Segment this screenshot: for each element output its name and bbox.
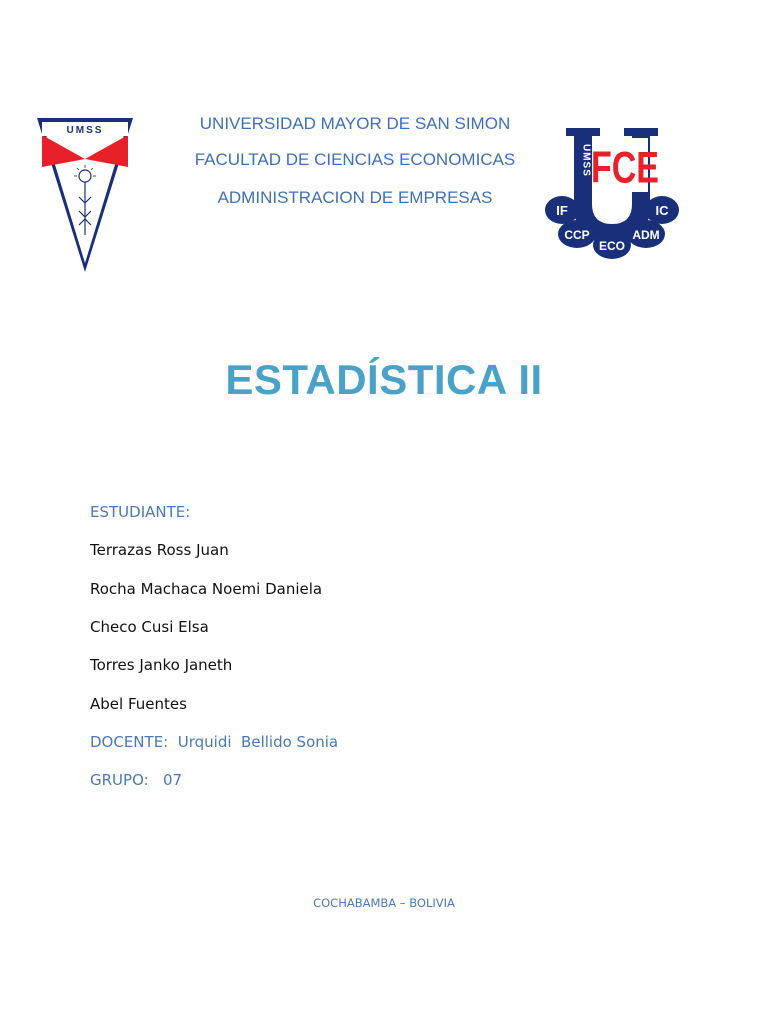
umss-logo <box>34 115 136 275</box>
umss-logo-text: UMSS <box>66 125 104 136</box>
fce-label-if: IF <box>556 203 568 218</box>
program-name: ADMINISTRACION DE EMPRESAS <box>217 188 493 207</box>
fce-logo-umss-text: UMSS <box>580 144 592 177</box>
university-name: UNIVERSIDAD MAYOR DE SAN SIMON <box>199 114 511 133</box>
grupo-line: GRUPO: 07 <box>90 771 183 789</box>
student-name: Torres Janko Janeth <box>90 656 233 674</box>
fce-logo <box>542 124 682 262</box>
fce-logo-fce-text: FCE <box>591 143 659 193</box>
student-name: Abel Fuentes <box>90 695 187 713</box>
student-name: Rocha Machaca Noemi Daniela <box>90 580 323 598</box>
fce-label-eco: ECO <box>598 239 626 253</box>
fce-label-ccp: CCP <box>564 228 590 242</box>
fce-label-ic: IC <box>655 203 669 218</box>
students-label: ESTUDIANTE: <box>90 503 191 521</box>
docente-line: DOCENTE: Urquidi Bellido Sonia <box>90 733 339 751</box>
faculty-name: FACULTAD DE CIENCIAS ECONOMICAS <box>194 150 516 169</box>
student-name: Checo Cusi Elsa <box>90 618 209 636</box>
fce-label-adm: ADM <box>632 228 660 242</box>
footer-location: COCHABAMBA – BOLIVIA <box>313 896 455 910</box>
student-name: Terrazas Ross Juan <box>90 541 229 559</box>
document-title: ESTADÍSTICA II <box>225 356 543 403</box>
